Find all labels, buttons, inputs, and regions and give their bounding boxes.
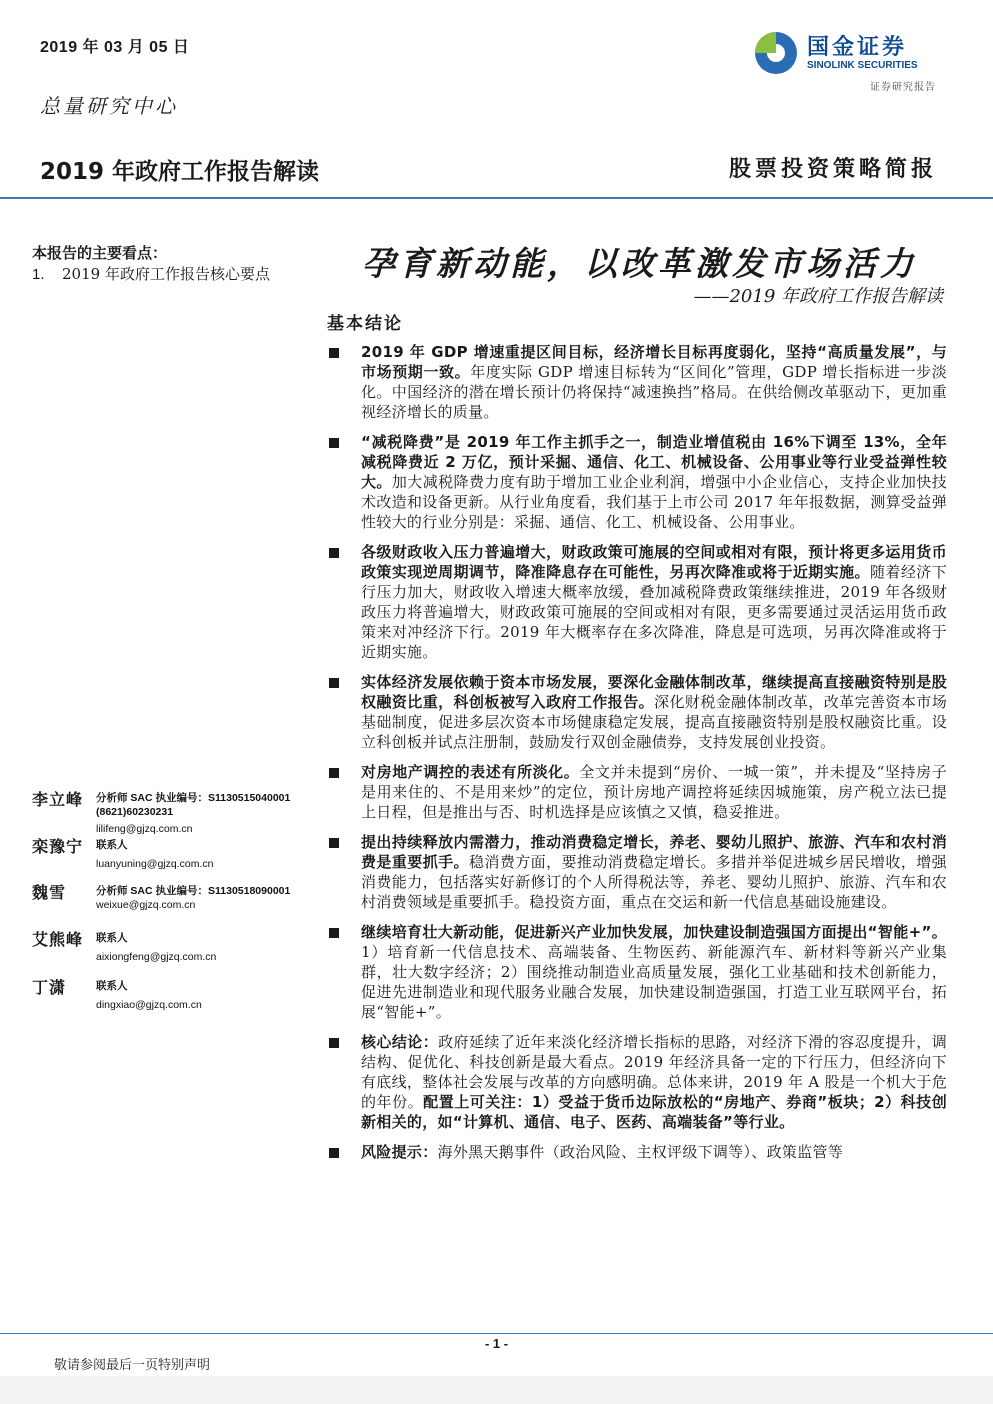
bullet-square-icon bbox=[329, 1038, 339, 1048]
bullet-square-icon bbox=[329, 1148, 339, 1158]
analyst-email[interactable]: aixiongfeng@gjzq.com.cn bbox=[96, 951, 217, 963]
bullet-square-icon bbox=[329, 678, 339, 688]
bullet-square-icon bbox=[329, 438, 339, 448]
highlight-text: 2019 年政府工作报告核心要点 bbox=[62, 265, 270, 283]
logo-icon bbox=[755, 32, 797, 74]
company-logo bbox=[755, 30, 945, 80]
disclaimer-note: 敬请参阅最后一页特别声明 bbox=[54, 1358, 211, 1373]
conclusion-text: 稳消费方面，要推动消费稳定增长。多措并举促进城乡居民增收，增强消费能力，包括落实好新修订的个人所得税法等，养老、婴幼儿照护、旅游、汽车和农村消费领域是重要抓手。稳投资方面，重点在交运和新一代信息基础设施建设。 bbox=[361, 853, 947, 911]
main-title: 孕育新动能，以改革激发市场活力 bbox=[362, 244, 917, 283]
analyst-email[interactable]: dingxiao@gjzq.com.cn bbox=[96, 999, 202, 1011]
department-name: 总量研究中心 bbox=[40, 94, 178, 118]
conclusion-lead: 对房地产调控的表述有所淡化。 bbox=[361, 763, 580, 781]
analyst-role: 分析师 SAC 执业编号：S1130518090001 bbox=[96, 885, 291, 897]
analyst-name: 丁潇 bbox=[32, 978, 67, 997]
analyst-email[interactable]: luanyuning@gjzq.com.cn bbox=[96, 858, 214, 870]
conclusion-item bbox=[327, 672, 947, 752]
conclusion-text: 政府延续了近年来淡化经济增长指标的思路，对经济下滑的容忍度提升，调结构、促优化、科技创新是最大看点。2019 年经济具备一定的下行压力，但经济向下有底线，整体社会发展与改革的方向感明确。总体来讲，2019 年 A 股是一个机大于危的年份。 bbox=[361, 1033, 947, 1111]
conclusion-text: 随着经济下行压力加大，财政收入增速大概率放缓，叠加减税降费政策继续推进，2019 年各级财政压力将普遍增大，财政政策可施展的空间或相对有限，更多需要通过灵活运用货币政策来对冲经济下行。2019 年大概率存在多次降准，降息是可选项，另再次降准或将于近期实施。 bbox=[361, 563, 947, 661]
bullet-square-icon bbox=[329, 348, 339, 358]
conclusion-lead: 核心结论： bbox=[361, 1033, 439, 1051]
analyst-role: 联系人 bbox=[96, 839, 128, 851]
conclusion-item bbox=[327, 922, 947, 1022]
highlight-number: 1. bbox=[32, 266, 45, 283]
footer-divider bbox=[0, 1333, 993, 1334]
logo-subtitle: 证券研究报告 bbox=[870, 82, 936, 93]
analyst-role: 联系人 bbox=[96, 980, 128, 992]
conclusion-text: 加大减税降费力度有助于增加工业企业利润，增强中小企业信心，支持企业加快技术改造和设备更新。从行业角度看，我们基于上市公司 2017 年年报数据，测算受益弹性较大的行业分别是：采掘、通信、化工、机械设备、公用事业。 bbox=[361, 473, 947, 531]
page-number: - 1 - bbox=[484, 1336, 509, 1351]
section-heading: 基本结论 bbox=[327, 314, 403, 334]
conclusion-text: 全文并未提到“房价、一城一策”，并未提及“坚持房子是用来住的、不是用来炒”的定位，预计房地产调控将延续因城施策，房产税立法已提上日程，但是推出与否、时机选择是应该慎之又慎，稳妥推进。 bbox=[361, 763, 947, 821]
bullet-square-icon bbox=[329, 928, 339, 938]
analyst-phone: (8621)60230231 bbox=[96, 806, 174, 818]
bullet-square-icon bbox=[329, 838, 339, 848]
analyst-name: 艾熊峰 bbox=[32, 930, 84, 949]
main-subtitle: ——2019 年政府工作报告解读 bbox=[693, 286, 943, 307]
conclusion-item bbox=[327, 342, 947, 422]
analyst-email[interactable]: weixue@gjzq.com.cn bbox=[96, 899, 196, 911]
conclusion-text: 海外黑天鹅事件（政治风险、主权评级下调等）、政策监管等 bbox=[437, 1143, 844, 1161]
logo-name-cn: 国金证券 bbox=[807, 35, 908, 60]
conclusion-lead: 实体经济发展依赖于资本市场发展，要深化金融体制改革，继续提高直接融资特别是股权融资比重，科创板被写入政府工作报告。 bbox=[361, 673, 947, 711]
conclusion-item bbox=[327, 832, 947, 912]
highlight-item bbox=[32, 263, 270, 284]
report-title: 2019 年政府工作报告解读 bbox=[40, 159, 320, 185]
conclusion-item bbox=[327, 1142, 947, 1162]
conclusion-item bbox=[327, 542, 947, 662]
conclusion-text: 深化财税金融体制改革，改革完善资本市场基础制度，促进多层次资本市场健康稳定发展，提高直接融资特别是股权融资比重。设立科创板并试点注册制，鼓励发行双创金融债券，支持发展创业投资。 bbox=[361, 693, 947, 751]
conclusion-lead: 继续培育壮大新动能，促进新兴产业加快发展，加快建设制造强国方面提出“智能+”。 bbox=[361, 923, 947, 941]
analyst-name: 栾豫宁 bbox=[32, 837, 84, 856]
conclusion-text: 1）培育新一代信息技术、高端装备、生物医药、新能源汽车、新材料等新兴产业集群，壮大数字经济；2）围绕推动制造业高质量发展，强化工业基础和技术创新能力，促进先进制造业和现代服务业融合发展，加快建设制造强国，打造工业互联网平台，拓展“智能+”。 bbox=[361, 943, 947, 1021]
conclusion-lead: 2019 年 GDP 增速重提区间目标，经济增长目标再度弱化，坚持“高质量发展”，与市场预期一致。 bbox=[361, 343, 947, 381]
conclusion-item bbox=[327, 1032, 947, 1132]
bullet-square-icon bbox=[329, 548, 339, 558]
analyst-role: 联系人 bbox=[96, 932, 128, 944]
header-divider bbox=[0, 197, 993, 199]
report-date: 2019 年 03 月 05 日 bbox=[40, 39, 190, 56]
bullet-square-icon bbox=[329, 768, 339, 778]
footer-band bbox=[0, 1376, 993, 1404]
conclusion-lead: 提出持续释放内需潜力，推动消费稳定增长，养老、婴幼儿照护、旅游、汽车和农村消费是重要抓手。 bbox=[361, 833, 947, 871]
report-type: 股票投资策略简报 bbox=[728, 156, 937, 182]
conclusion-text: 年度实际 GDP 增速目标转为“区间化”管理，GDP 增长指标进一步淡化。中国经济的潜在增长预计仍将保持“减速换挡”格局。在供给侧改革驱动下，更加重视经济增长的质量。 bbox=[361, 363, 947, 421]
highlights-heading: 本报告的主要看点： bbox=[32, 244, 168, 262]
conclusion-lead: 风险提示： bbox=[361, 1143, 438, 1161]
conclusion-emphasis: 配置上可关注：1）受益于货币边际放松的“房地产、券商”板块；2）科技创新相关的，如“计算机、通信、电子、医药、高端装备”等行业。 bbox=[361, 1093, 948, 1131]
conclusion-list bbox=[327, 342, 947, 1172]
conclusion-lead: “减税降费”是 2019 年工作主抓手之一，制造业增值税由 16%下调至 13%，全年减税降费近 2 万亿，预计采掘、通信、化工、机械设备、公用事业等行业受益弹性较大。 bbox=[361, 433, 947, 491]
conclusion-lead: 各级财政收入压力普遍增大，财政政策可施展的空间或相对有限，预计将更多运用货币政策实现逆周期调节，降准降息存在可能性，另再次降准或将于近期实施。 bbox=[361, 543, 947, 581]
conclusion-item bbox=[327, 762, 947, 822]
analyst-name: 魏雪 bbox=[32, 883, 67, 902]
analyst-role: 分析师 SAC 执业编号：S1130515040001 bbox=[96, 792, 291, 804]
conclusion-item bbox=[327, 432, 947, 532]
logo-name-en: SINOLINK SECURITIES bbox=[807, 60, 918, 71]
analyst-name: 李立峰 bbox=[32, 790, 84, 809]
analyst-email[interactable]: lilifeng@gjzq.com.cn bbox=[96, 823, 193, 835]
